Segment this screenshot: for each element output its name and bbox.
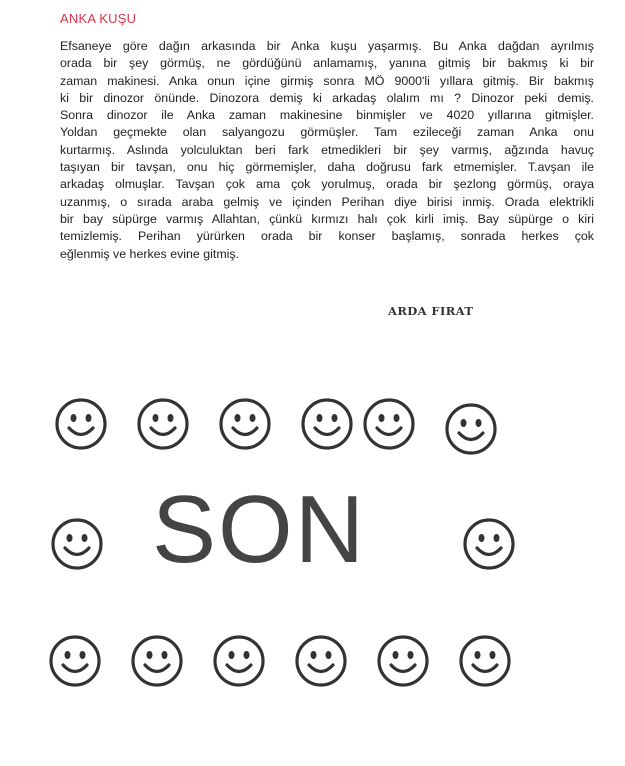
smiley-face-icon (50, 517, 104, 571)
smiley-face-icon (130, 634, 184, 688)
story-line: arkadaş olmuşlar. Tavşan çok ama çok yorulmuş, orada bir şezlong görmüş, oraya (60, 177, 594, 192)
smiley-face-icon (136, 397, 190, 451)
smiley-face-icon (300, 397, 354, 451)
story-title: ANKA KUŞU (60, 11, 137, 26)
author-name: ARDA FIRAT (388, 304, 474, 318)
story-line: ki bir dinozor önünde. Dinozora demiş ki arkadaş olalım mı ? Dinozor peki demiş. (60, 90, 594, 105)
story-line: uzanmış, o sırada araba gelmiş ve içinden Perihan diye birisi inmiş. Orada elektrikli (60, 194, 594, 209)
smiley-face-icon (362, 397, 416, 451)
story-line: Efsaneye göre dağın arkasında bir Anka kuşu yaşarmış. Bu Anka dağdan ayrılmış (60, 39, 594, 53)
story-line: Yoldan geçmekte olan salyangozu görmüşler. Tam ezileceği zaman Anka onu (60, 125, 594, 140)
story-text (60, 38, 594, 263)
story-line: Sonra dinozor ile Anka zaman makinesine binmişler ve 4020 yıllarına gitmişler. (60, 108, 594, 123)
story-line: orada bir şey görmüş, ne gördüğünü anlamamış, yanına gitmiş bir bakmış ki bir (60, 56, 594, 71)
smiley-face-icon (376, 634, 430, 688)
story-line: kurtarmış. Aslında yolculuktan beri fark etmedikleri bir şey varmış, ağzında havuç (60, 142, 594, 157)
smiley-face-icon (54, 397, 108, 451)
story-line: bir bay süpürge varmış Allahtan, çünkü kırmızı halı çok kirli imiş. Bay süpürge o kiri (60, 211, 594, 226)
smiley-face-icon (218, 397, 272, 451)
big-word: SON (152, 476, 367, 583)
smiley-face-icon (444, 402, 498, 456)
smiley-face-icon (212, 634, 266, 688)
story-line: eğlenmiş ve herkes evine gitmiş. (60, 246, 240, 261)
smiley-face-icon (48, 634, 102, 688)
story-line: temizlemiş. Perihan yürürken orada bir konser başlamış, sonrada herkes çok (60, 229, 594, 244)
smiley-face-icon (462, 517, 516, 571)
smiley-face-icon (458, 634, 512, 688)
story-line: zaman makinesi. Anka onun içine girmiş sonra MÖ 9000'li yıllara gitmiş. Bir bakmış (60, 73, 594, 88)
story-line: taşıyan bir tavşan, onu hiç görmemişler, daha doğrusu fark etmemişler. T.avşan ile (60, 160, 594, 175)
smiley-face-icon (294, 634, 348, 688)
